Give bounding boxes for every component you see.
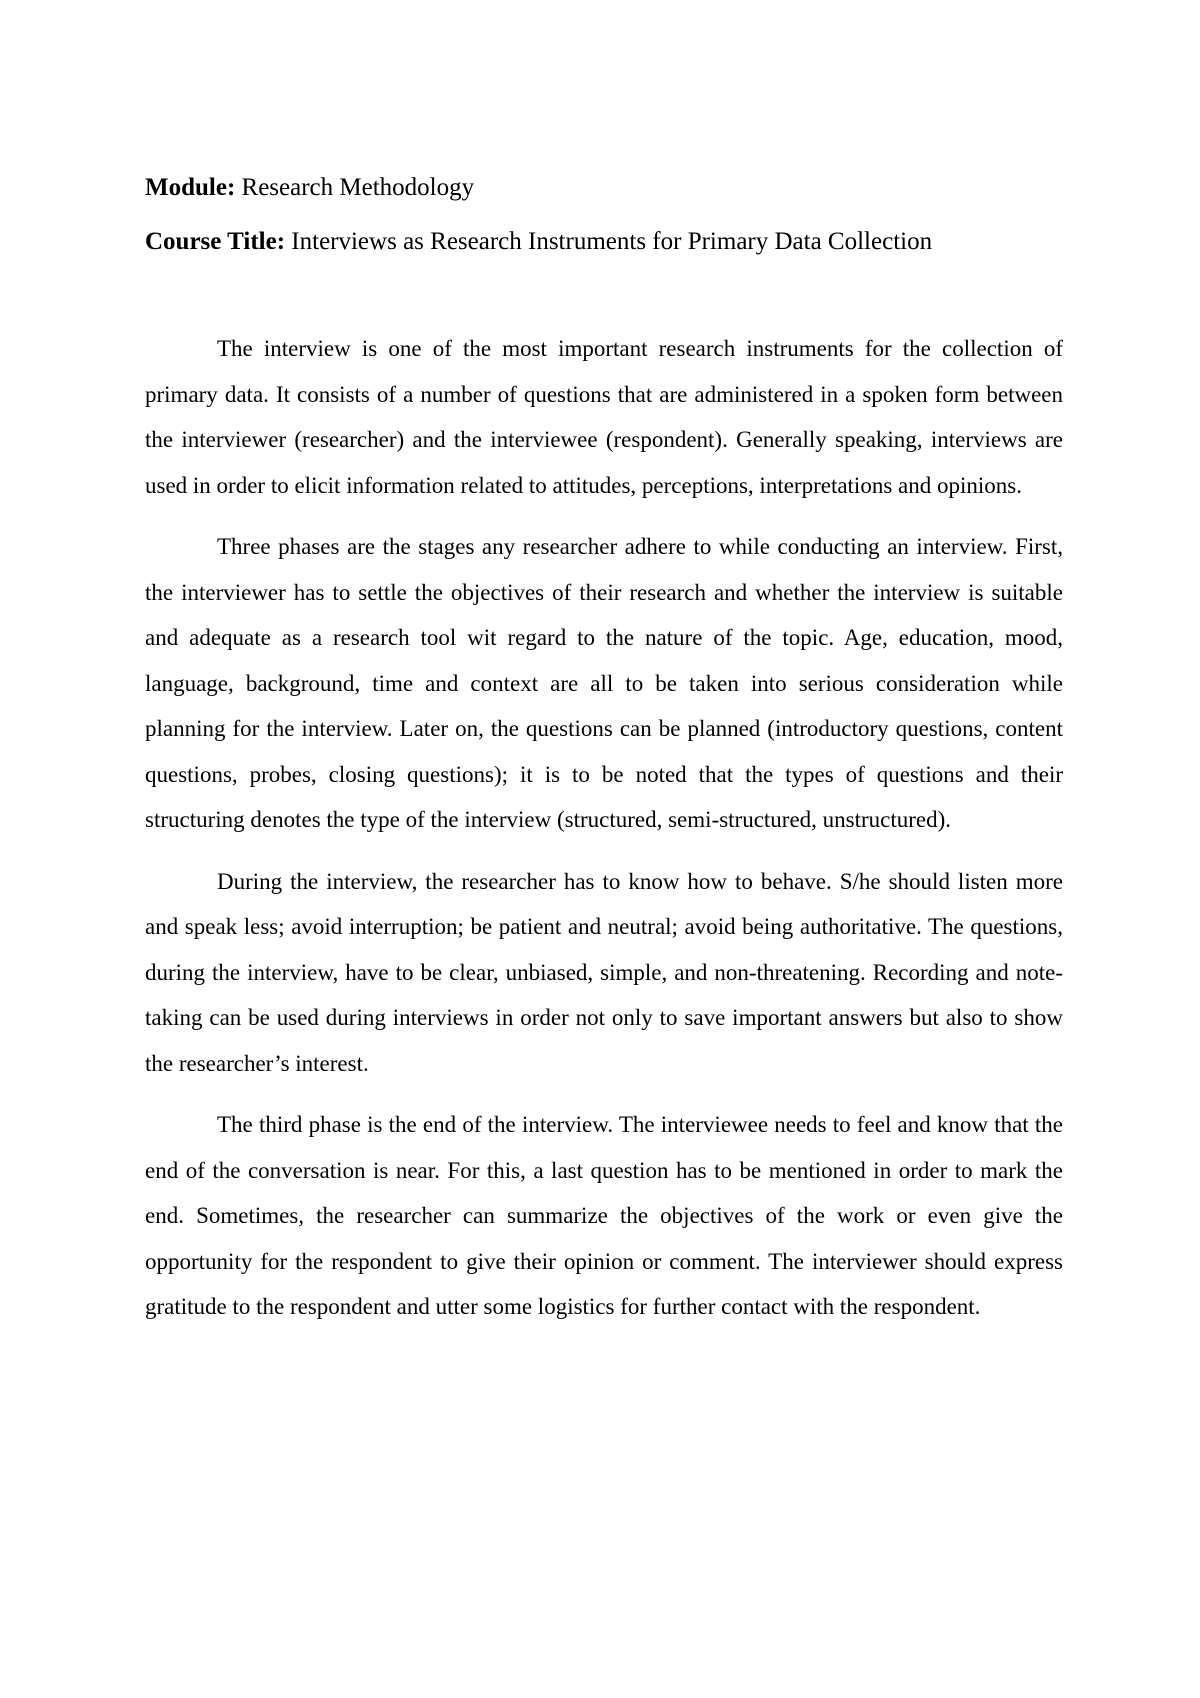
module-line xyxy=(145,170,1063,206)
paragraph-during-interview: During the interview, the researcher has to know how to behave. S/he should listen more and speak less; avoid interruption; be patient and neutral; avoid being authoritative. The questions, during the interview, have to be clear, unbiased, simple, and non-threatening. Recording and note-taking can be used during interviews in order not only to save important answers but also to show the researcher’s interest. xyxy=(145,868,1063,1076)
paragraph-third-phase: The third phase is the end of the interview. The interviewee needs to feel and know that the end of the conversation is near. For this, a last question has to be mentioned in order to mark the end. Sometimes, the researcher can summarize the objectives of the work or even give the opportunity for the respondent to give their opinion or comment. The interviewer should express gratitude to the respondent and utter some logistics for further contact with the respondent. xyxy=(145,1112,1063,1319)
module-label: Module: xyxy=(145,174,236,201)
module-value: Research Methodology xyxy=(241,174,475,201)
paragraph-phases: Three phases are the stages any researcher adhere to while conducting an interview. First, the interviewer has to settle the objectives of their research and whether the interview is suitable and adequate as a research tool wit regard to the nature of the topic. Age, education, mood, language, background, time and context are all to be taken into serious consideration while planning for the interview. Later on, the questions can be planned (introductory questions, content questions, probes, closing questions); it is to be noted that the types of questions and their structuring denotes the type of the interview (structured, semi-structured, unstructured). xyxy=(145,534,1063,832)
course-title-label: Course Title: xyxy=(145,228,286,255)
paragraph-intro: The interview is one of the most important research instruments for the collection of primary data. It consists of a number of questions that are administered in a spoken form between the interviewer (researcher) and the interviewee (respondent). Generally speaking, interviews are used in order to elicit information related to attitudes, perceptions, interpretations and opinions. xyxy=(145,336,1063,498)
course-title-line xyxy=(145,224,1063,260)
header-spacer xyxy=(145,278,1063,326)
document-page xyxy=(145,170,1063,1346)
course-title-value: Interviews as Research Instruments for Primary Data Collection xyxy=(291,228,933,255)
